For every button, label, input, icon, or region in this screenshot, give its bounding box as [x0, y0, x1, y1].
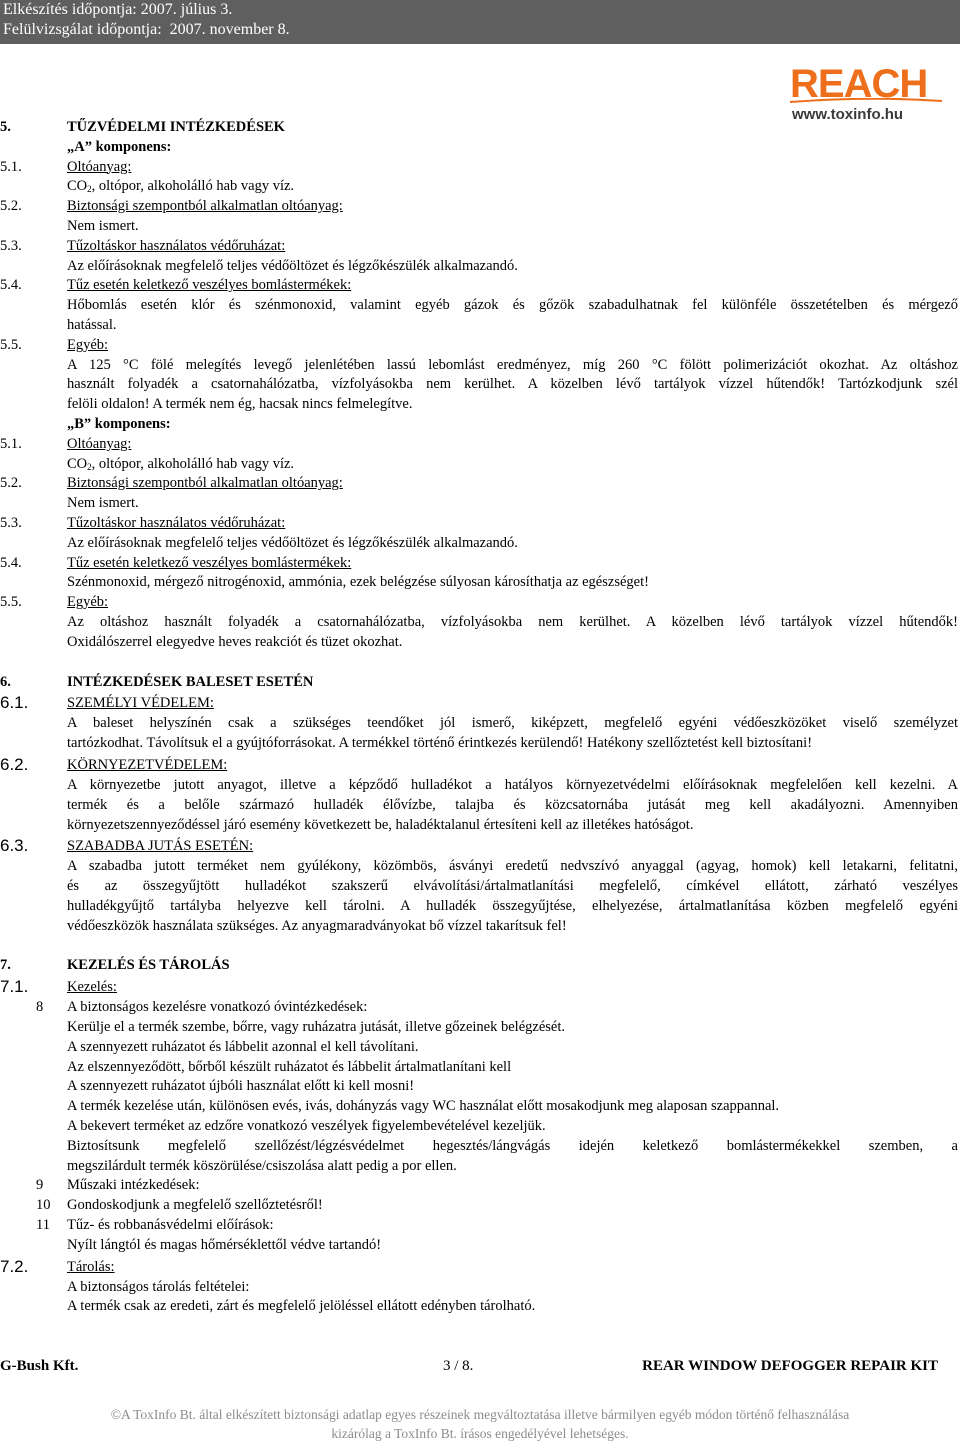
body-text: A szennyezett ruházatot újbóli használat előtt ki kell mosni!	[67, 1078, 415, 1095]
body-text: hatással.	[67, 316, 117, 333]
body-text: A szennyezett ruházatot és lábbelit azonnal el kell távolítani.	[67, 1038, 419, 1055]
body-text: környezetszennyeződéssel járó esemény következett be, haladéktalanul értesíteni kell az illetékes hatóságot.	[67, 816, 694, 833]
section-5-heading	[0, 118, 960, 138]
body-text: Az elszennyeződött, bőrből készült ruházatot és lábbelit ártalmatlanítani kell	[67, 1058, 512, 1075]
logo-brand: REACH	[790, 62, 928, 106]
list-item: 10 Gondoskodjunk a megfelelő szellőztetésről!	[36, 1197, 323, 1214]
section-number: 5.	[0, 119, 11, 135]
body-text: és az összegyűjtött hulladékot szakszerű elvávolítási/ártalmatlanítási megfelelő, címkével ellátott, zárható veszélyes	[67, 878, 958, 895]
body-text: $CO_2$, oltópor, alkoholálló hab vagy víz.	[67, 178, 295, 195]
subsection-heading: 7.1. Kezelés:	[0, 977, 117, 997]
component-a-label: „A” komponens:	[67, 138, 172, 155]
body-text: megszilárdult termék köszörülése/csiszolása alatt pedig a por ellen.	[67, 1157, 457, 1174]
company-name: G-Bush Kft.	[0, 1358, 79, 1374]
subsection-heading: 6.3. SZABADBA JUTÁS ESETÉN:	[0, 836, 254, 856]
subsection-heading: 6.2. KÖRNYEZETVÉDELEM:	[0, 754, 228, 774]
copyright-notice: ©A ToxInfo Bt. által elkészített biztonsági adatlap egyes részeinek megváltoztatása illetve bármilyen egyéb módon történő felhasználása kizárólag a ToxInfo Bt. írásos engedélyével lehetséges.	[110, 1407, 850, 1441]
body-text: tartózkodhat. Távolítsuk el a gyújtóforrásokat. A termékkel történő érintkezés kerülendő! Hatékony szellőztetést kell biztosítani!	[67, 735, 813, 752]
section-title: TŰZVÉDELMI INTÉZKEDÉSEK	[67, 119, 285, 135]
body-text: Szénmonoxid, mérgező nitrogénoxid, ammónia, ezek belégzése súlyosan károsíthatja az egészséget!	[67, 574, 649, 591]
subsection-heading: 5.3. Tűzoltáskor használatos védőruházat:	[0, 237, 286, 254]
page-footer	[0, 1358, 960, 1380]
body-text: Az előírásoknak megfelelő teljes védőöltözet és légzőkészülék alkalmazandó.	[67, 257, 518, 274]
body-text: A baleset helyszínén csak a szükséges teendőket jól ismerő, kiképzett, megfelelő egyéni védőeszközöket viselő személyzet	[67, 715, 958, 732]
body-text: A szabadba jutott terméket nem gyúlékony, közömbös, ásványi eredetű nedvszívó anyaggal (agyag, homok) kell letakarni, felitatni,	[67, 858, 958, 875]
subsection-heading: 6.1. SZEMÉLYI VÉDELEM:	[0, 693, 214, 713]
prepared-date: Elkészítés időpontja: 2007. július 3.	[3, 1, 233, 18]
product-name: REAR WINDOW DEFOGGER REPAIR KIT	[642, 1358, 938, 1374]
body-text: A környezetbe jutott anyagot, illetve a képződő hulladékot a hatályos környezetvédelmi előírásoknak megfelelően kell kezelni. A	[67, 776, 958, 793]
body-text: A 125 °C fölé melegítés levegő jelenlétében lassú lebomlást eredményez, míg 260 °C fölött polimerizációt okozhat. Az oltáshoz	[67, 356, 958, 373]
body-text: $CO_2$, oltópor, alkoholálló hab vagy víz.	[67, 455, 295, 472]
subsection-heading: 5.2. Biztonsági szempontból alkalmatlan oltóanyag:	[0, 198, 343, 215]
body-text: A biztonságos tárolás feltételei:	[67, 1278, 250, 1295]
body-text: Kerülje el a termék szembe, bőrre, vagy ruházatra jutását, illetve gőzeinek belégzését.	[67, 1019, 565, 1036]
body-text: Oxidálószerrel elegyedve heves reakciót és tüzet okozhat.	[67, 633, 403, 650]
body-text: Biztosítsunk megfelelő szellőzést/légzésvédelmet hegesztés/lángvágás idején keletkező bomlástermékekkel szemben, a	[67, 1137, 958, 1154]
page-number: 3 / 8.	[443, 1358, 474, 1374]
body-text: Az előírásoknak megfelelő teljes védőöltözet és légzőkészülék alkalmazandó.	[67, 534, 518, 551]
body-text: A termék kezelése után, különösen evés, ivás, dohányzás vagy WC használat előtt mosakodjunk meg alaposan szappannal.	[67, 1098, 780, 1115]
subsection-heading: 5.4. Tűz esetén keletkező veszélyes bomlástermékek:	[0, 554, 352, 571]
body-text: védőeszközök használata szükséges. Az anyagmaradványokat bő vízzel takarítsuk fel!	[67, 917, 567, 934]
logo-swoosh-icon	[788, 98, 944, 104]
subsection-heading: 7.2. Tárolás:	[0, 1256, 115, 1276]
component-b-label: „B” komponens:	[67, 415, 171, 432]
subsection-heading: 5.4. Tűz esetén keletkező veszélyes bomlástermékek:	[0, 277, 352, 294]
list-item: 8 A biztonságos kezelésre vonatkozó óvintézkedések:	[36, 999, 368, 1016]
subsection-heading: 5.2. Biztonsági szempontból alkalmatlan oltóanyag:	[0, 475, 343, 492]
logo-url: www.toxinfo.hu	[792, 106, 904, 123]
subsection-heading: 5.1. Oltóanyag:	[0, 158, 132, 175]
subsection-heading: 5.3. Tűzoltáskor használatos védőruházat:	[0, 514, 286, 531]
subsection-heading: 5.5. Egyéb:	[0, 594, 109, 611]
header-bar	[0, 0, 960, 44]
body-text: hulladékgyűjtő tartályba helyezve kell tárolni. A hulladék összegyűjtése, elhelyezése, ártalmatlanítása közben megfelelő egyéni	[67, 897, 958, 914]
body-text: A bekevert terméket az edzőre vonatkozó veszélyek figyelembevételével kezeljük.	[67, 1118, 546, 1135]
body-text: Hőbomlás esetén klór és szénmonoxid, valamint egyéb gázok és gőzök szabadulhatnak fel különféle összetételben és mérgező	[67, 297, 958, 314]
list-item: 9 Műszaki intézkedések:	[36, 1177, 200, 1194]
list-item: 11 Tűz- és robbanásvédelmi előírások:	[36, 1217, 274, 1234]
section-7-heading: 7. KEZELÉS ÉS TÁROLÁS	[0, 957, 230, 974]
body-text: felöli oldalon! A termék nem ég, hacsak nincs felmelegítve.	[67, 396, 413, 413]
body-text: Nyílt lángtól és magas hőmérséklettől védve tartandó!	[67, 1236, 382, 1253]
subsection-heading: 5.1. Oltóanyag:	[0, 435, 132, 452]
reviewed-date: Felülvizsgálat időpontja: 2007. november 8.	[3, 21, 290, 38]
body-text: termék és a belőle származó hulladék élővízbe, talajba és közcsatornába jutását meg kell akadályozni. Amennyiben	[67, 796, 958, 813]
body-text: Nem ismert.	[67, 217, 139, 234]
document-body	[0, 118, 960, 1317]
body-text: Nem ismert.	[67, 495, 139, 512]
body-text: Az oltáshoz használt folyadék a csatornahálózatba, vízfolyásokba nem kerülhet. A közelben lévő tartályok vízzel hűtendők!	[67, 613, 958, 630]
subsection-heading: 5.5. Egyéb:	[0, 336, 109, 353]
body-text: A termék csak az eredeti, zárt és megfelelő jelöléssel ellátott edényben tárolható.	[67, 1298, 536, 1315]
section-6-heading: 6. INTÉZKEDÉSEK BALESET ESETÉN	[0, 673, 314, 690]
body-text: használt folyadék a csatornahálózatba, vízfolyásokba nem kerülhet. A közelben lévő tartályok vízzel hűtendők! Tartózkodjunk szél	[67, 376, 958, 393]
